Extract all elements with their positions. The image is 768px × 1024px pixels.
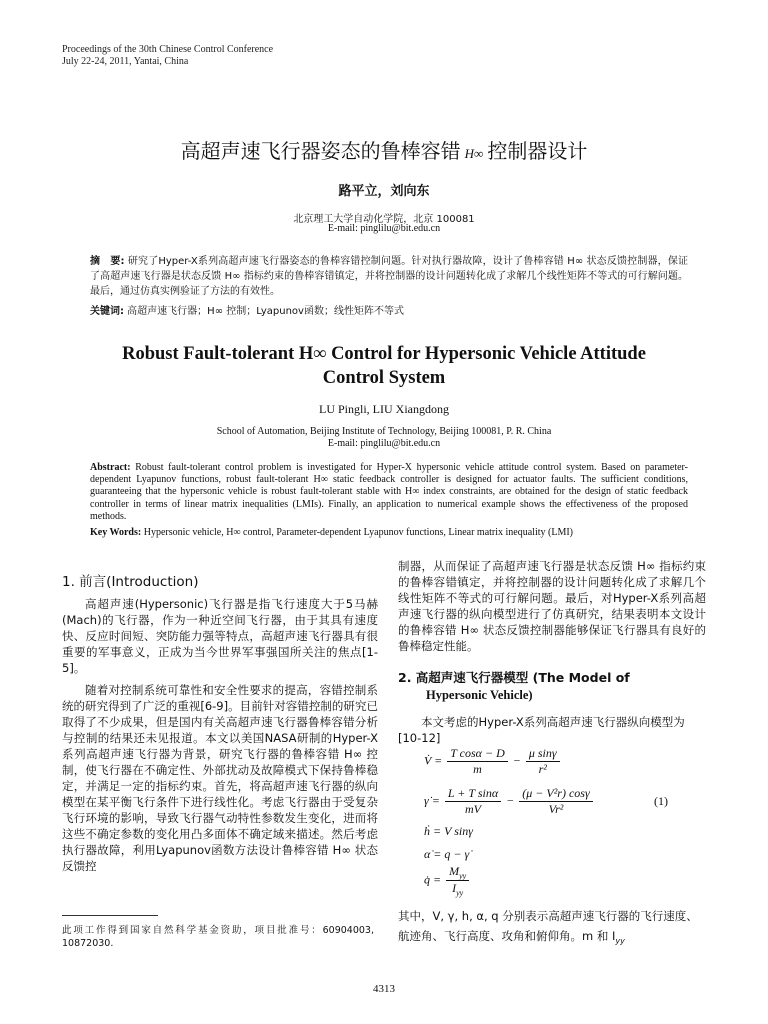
english-title-line1: Robust Fault-tolerant H∞ Control for Hypersonic Vehicle Attitude <box>122 344 646 364</box>
chinese-abstract-label: 摘 要: <box>90 256 125 267</box>
footnote-rule <box>62 915 158 916</box>
eq-velocity-frac2 <box>526 746 560 777</box>
variables-description-sub: yy <box>615 936 625 946</box>
english-affiliation: School of Automation, Beijing Institute of Technology, Beijing 100081, P. R. China <box>216 426 552 437</box>
eq-q-lhs: q̇ = <box>424 872 442 887</box>
section2-heading-line2: Hypersonic Vehicle) <box>426 688 533 702</box>
eq-gamma-frac1 <box>445 786 501 817</box>
chinese-email: E-mail: pinglilu@bit.edu.cn <box>327 223 441 234</box>
eq-velocity-den1: m <box>473 762 482 776</box>
footnote: 此项工作得到国家自然科学基金资助，项目批准号：60904003, 10872030. <box>62 925 374 949</box>
chinese-keywords-text: 高超声速飞行器；H∞ 控制；Lyapunov函数；线性矩阵不等式 <box>124 306 404 317</box>
page-number: 4313 <box>373 983 395 995</box>
eq-velocity-num2: μ sinγ <box>526 746 560 762</box>
equation-velocity: V̇ = $\frac{\text{T cosα − D}}{m}$ − $\frac{\text{μ sinγ}}{\text{r²}}$ <box>424 746 562 777</box>
eq-velocity-lhs: V̇ = <box>424 753 443 768</box>
equation-altitude: ḣ = V sinγ <box>424 824 473 838</box>
equation-attack-angle: α̇ = q − γ̇ <box>424 847 470 861</box>
intro-paragraph-1: 高超声速(Hypersonic)飞行器是指飞行速度大于5马赫(Mach)的飞行器，作为一种近空间飞行器，由于其具有速度快、反应时间短、突防能力强等特点，高超声速飞行器具有很重要的军事意义，正成为当今世界军事强国所关注的焦点[1-5]。 <box>62 597 378 675</box>
eq-gamma-den2: Vr² <box>548 802 564 816</box>
chinese-title-part2: 控制器设计 <box>487 139 588 163</box>
chinese-title <box>0 138 768 167</box>
chinese-keywords <box>90 305 688 319</box>
english-keywords-text: Hypersonic vehicle, H∞ control, Parameter-dependent Lyapunov functions, Linear matrix inequality (LMI) <box>141 527 574 538</box>
english-authors: LU Pingli, LIU Xiangdong <box>319 402 449 416</box>
variables-description-text: 其中，V, γ, h, α, q 分别表示高超声速飞行器的飞行速度、航迹角、飞行高度、攻角和俯仰角。m 和 I <box>398 909 698 943</box>
chinese-title-part1: 高超声速飞行器姿态的鲁棒容错 <box>180 139 461 163</box>
variables-description <box>398 906 706 951</box>
english-keywords <box>90 527 700 539</box>
eq-velocity-frac1 <box>447 746 508 777</box>
eq-q-den: I <box>452 881 457 896</box>
intro-paragraph-2: 随着对控制系统可靠性和安全性要求的提高，容错控制系统的研究得到了广泛的重视[6-9]。目前针对容错控制的研究已取得了不少成果，但是国内有关高超声速飞行器鲁棒容错分析与控制的结果还未见报道。本文以美国NASA研制的Hyper-X系列高超声速飞行器为背景，研究飞行器的鲁棒容错 H∞ 控制，使飞行器在不确定性、外部扰动及故障模式下保持鲁棒稳定，并满足一定的指标约束。首先，将高超声速飞行器的纵向模型在某平衡飞行条件下进行线性化。考虑飞行器由于受复杂飞行环境的影响，导致飞行器气动特性参数发生变化，进而将这些不确定参数的变化用凸多面体不确定域来描述。然后考虑执行器故障，利用Lyapunov函数方法设计鲁棒容错 H∞ 状态反馈控 <box>62 683 378 873</box>
english-email: E-mail: pinglilu@bit.edu.cn <box>327 438 441 449</box>
proceedings-line: Proceedings of the 30th Chinese Control Conference <box>62 44 274 55</box>
eq-q-num-sub: yy <box>459 871 467 881</box>
chinese-abstract-text: 研究了Hyper-X系列高超声速飞行器姿态的鲁棒容错控制问题。针对执行器故障，设计了鲁棒容错 H∞ 状态反馈控制器，保证了高超声速飞行器是状态反馈 H∞ 指标约束的鲁棒容错镇定，并将控制器的设计问题转化成了求解几个线性矩阵不等式的可行解问题。最后，通过仿真实例验证了方法的有效性。 <box>90 256 689 297</box>
eq-velocity-num1: T cosα − D <box>447 746 508 762</box>
chinese-authors: 路平立，刘向东 <box>338 184 430 199</box>
eq-gamma-frac2 <box>519 786 592 817</box>
equation-number: (1) <box>654 794 668 808</box>
section1-heading: 1. 前言(Introduction) <box>62 574 199 590</box>
chinese-title-hinf: H∞ <box>464 146 484 161</box>
equation-flight-path: γ̇ = $\frac{\text{L + T sinα}}{mV}$ − $\frac{\text{(μ − V²r) cosγ}}{\text{Vr²}}$ <box>424 786 595 817</box>
eq-gamma-den1: mV <box>464 802 481 816</box>
chinese-keywords-label: 关键词: <box>90 306 124 317</box>
col2-continued-paragraph: 制器，从而保证了高超声速飞行器是状态反馈 H∞ 指标约束的鲁棒容错镇定，并将控制器的设计问题转化成了求解几个线性矩阵不等式的可行解问题。最后，对Hyper-X系列高超声速飞行器的纵向模型进行了仿真研究，结果表明本文设计的鲁棒容错 H∞ 状态反馈控制器能够保证飞行器具有良好的鲁棒稳定性能。 <box>398 559 706 653</box>
eq-velocity-den2: r² <box>538 762 547 776</box>
eq-gamma-num1: L + T sinα <box>445 786 501 802</box>
eq-q-num: M <box>449 864 460 878</box>
conference-date-line: July 22-24, 2011, Yantai, China <box>62 56 189 67</box>
english-abstract-text: Robust fault-tolerant control problem is investigated for Hyper-X hypersonic vehicle attitude control system. Based on parameter-dependent Lyapunov functions, robust fault-tolerant H∞ static feedback controller is designed for actuator faults. The sufficient conditions, guaranteeing that the hypersonic vehicle is robust fault-tolerant stable with H∞ index constraints, are obtained for the design of static feedback controller in terms of linear matrix inequalities (LMIs). Finally, an application to numerical example shows the effectiveness of the proposed methods. <box>90 462 688 522</box>
chinese-affiliation: 北京理工大学自动化学院，北京 100081 <box>293 214 475 225</box>
eq-q-frac <box>446 864 469 898</box>
section2-intro: 本文考虑的Hyper-X系列高超声速飞行器纵向模型为[10-12] <box>398 715 685 745</box>
english-abstract <box>90 462 688 523</box>
english-title-line2: Control System <box>322 368 446 388</box>
equation-pitch-rate <box>424 864 471 898</box>
eq-q-den-sub: yy <box>456 888 464 898</box>
english-abstract-label: Abstract: <box>90 462 131 473</box>
english-keywords-label: Key Words: <box>90 527 142 538</box>
eq-gamma-lhs: γ̇ = <box>424 793 440 808</box>
chinese-abstract <box>90 254 688 299</box>
eq-gamma-num2: (μ − V²r) cosγ <box>519 786 592 802</box>
section2-heading-line1: 2. 高超声速飞行器模型 (The Model of <box>398 670 630 685</box>
